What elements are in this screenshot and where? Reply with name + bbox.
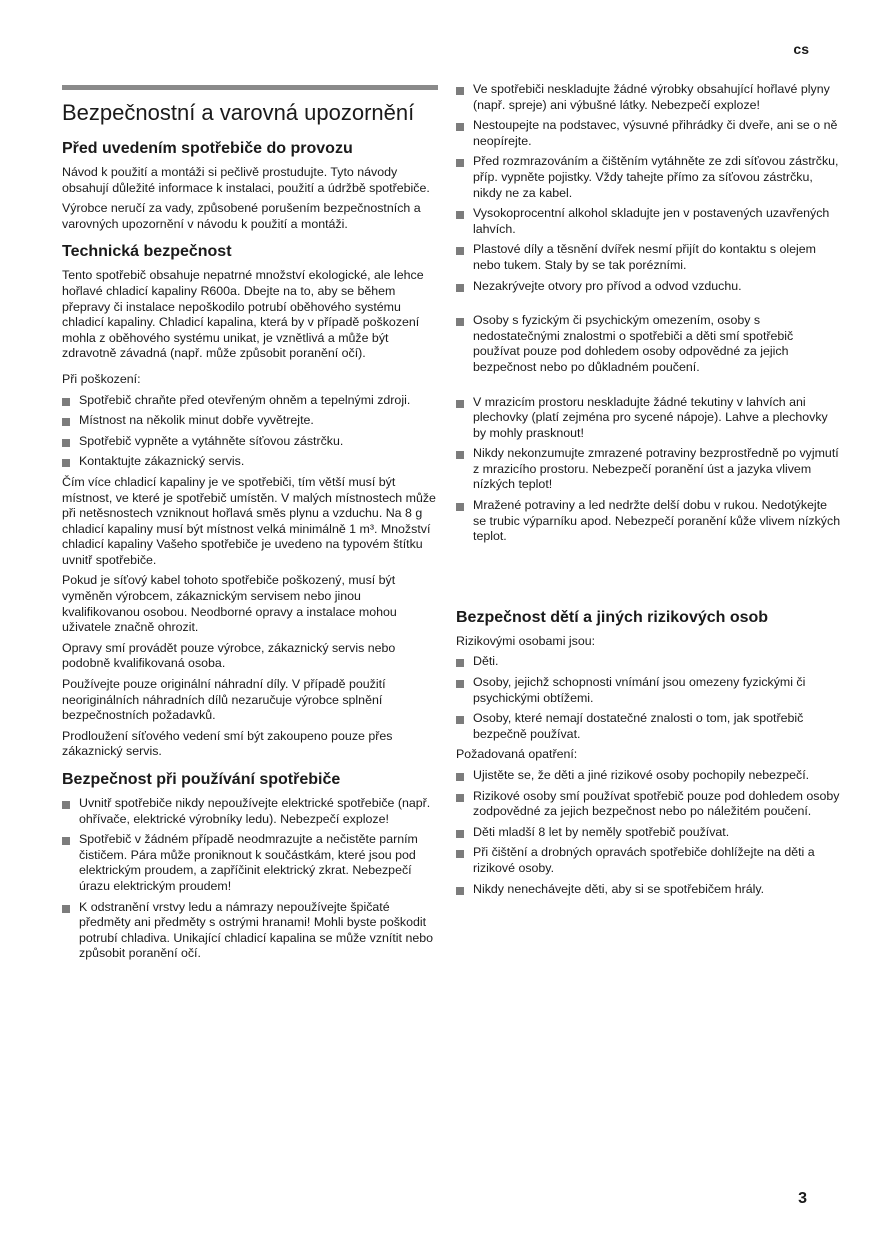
list-item: Děti mladší 8 let by neměly spotřebič používat. xyxy=(456,825,841,841)
list-item: Osoby s fyzickým či psychickým omezením, osoby s nedostatečnými znalostmi o spotřebiči a děti smí spotřebič používat pouze pod dohledem osoby odpovědné za jejich bezpečnost nebo po důkladném poučení. xyxy=(456,313,841,375)
list-item: Osoby, jejichž schopnosti vnímání jsou omezeny fyzickými či psychickými obtížemi. xyxy=(456,675,841,706)
page-title: Bezpečnostní a varovná upozornění xyxy=(62,100,415,125)
measures-list xyxy=(456,768,841,897)
paragraph: Čím více chladicí kapaliny je ve spotřebiči, tím větší musí být místnost, ve které je spotřebič umístěn. V malých místnostech může při netěsnostech vzniknout hořlavá směs plynu a vzduchu. Na 8 g chladicí kapaliny musí být místnost velká minimálně 1 m³. Množství chladicí kapaliny Vašeho spotřebiče je uvedeno na typovém štítku uvnitř spotřebiče. xyxy=(62,474,436,567)
usage-list xyxy=(62,796,438,962)
list-item: Plastové díly a těsnění dvířek nesmí přijít do kontaktu s olejem nebo tukem. Staly by se tak porézními. xyxy=(456,242,841,273)
risk-label: Rizikovými osobami jsou: xyxy=(456,633,596,648)
heading-technical-safety: Technická bezpečnost xyxy=(62,243,232,261)
list-item: Spotřebič vypněte a vytáhněte síťovou zástrčku. xyxy=(62,434,438,450)
spacer xyxy=(456,550,841,598)
list-item: Ujistěte se, že děti a jiné rizikové osoby pochopily nebezpečí. xyxy=(456,768,841,784)
list-item: Osoby, které nemají dostatečné znalosti o tom, jak spotřebič bezpečně používat. xyxy=(456,711,841,742)
list-item: Ve spotřebiči neskladujte žádné výrobky obsahující hořlavé plyny (např. spreje) ani výbušné látky. Nebezpečí exploze! xyxy=(456,82,841,113)
list-item: Spotřebič v žádném případě neodmrazujte a nečistěte parním čističem. Pára může proniknout k součástkám, které jsou pod elektrickým proudem, a zapříčinit elektrický zkrat. Nebezpečí úrazu elektrickým proudem! xyxy=(62,832,438,894)
list-item: Děti. xyxy=(456,654,841,670)
paragraph: Tento spotřebič obsahuje nepatrné množství ekologické, ale lehce hořlavé chladicí kapaliny R600a. Dbejte na to, aby se během přepravy či instalace nepoškodilo potrubí oběhového systému chladicí kapaliny. Chladicí kapalina, která by v případě poškození mohla z oběhového systému unikat, je vznětlivá a může být zdravotně závadná (např. může způsobit poranění očí). xyxy=(62,268,424,361)
list-item: Nikdy nenechávejte děti, aby si se spotřebičem hrály. xyxy=(456,882,841,898)
page-number: 3 xyxy=(798,1190,807,1207)
list-item: Kontaktujte zákaznický servis. xyxy=(62,454,438,470)
paragraph: Návod k použití a montáži si pečlivě prostudujte. Tyto návody obsahují důležité informace k instalaci, použití a údržbě spotřebiče. xyxy=(62,165,430,195)
list-item: Před rozmrazováním a čištěním vytáhněte ze zdi síťovou zástrčku, příp. vypněte pojistky. Vždy tahejte přímo za síťovou zástrčku, nikdy ne za kabel. xyxy=(456,154,841,201)
measures-label: Požadovaná opatření: xyxy=(456,747,578,762)
spacer xyxy=(456,299,841,313)
list-item: Vysokoprocentní alkohol skladujte jen v postavených uzavřených lahvích. xyxy=(456,206,841,237)
heading-usage-safety: Bezpečnost při používání spotřebiče xyxy=(62,771,341,788)
list-item: V mrazicím prostoru neskladujte žádné tekutiny v lahvích ani plechovky (platí zejména pro sycené nápoje). Lahve a plechovky by mohly prasknout! xyxy=(456,395,841,442)
damage-label: Při poškození: xyxy=(62,371,141,386)
heading-before-use: Před uvedením spotřebiče do provozu xyxy=(62,140,353,157)
language-code: cs xyxy=(793,41,809,57)
title-rule xyxy=(62,85,438,90)
spacer xyxy=(456,381,841,395)
left-column xyxy=(62,85,438,967)
list-item: Spotřebič chraňte před otevřeným ohněm a tepelnými zdroji. xyxy=(62,393,438,409)
paragraph: Používejte pouze originální náhradní díly. V případě použití neoriginálních náhradních dílů nezaručuje výrobce splnění bezpečnostních požadavků. xyxy=(62,677,386,723)
list-item: K odstranění vrstvy ledu a námrazy nepoužívejte špičaté předměty ani předměty s ostrými hranami! Mohli byste poškodit potrubí chladiva. Unikající chladicí kapalina se může vznítit nebo způsobit poranění očí. xyxy=(62,900,438,962)
list-item: Nestoupejte na podstavec, výsuvné přihrádky či dveře, ani se o ně neopírejte. xyxy=(456,118,841,149)
damage-list xyxy=(62,393,438,470)
list-item: Při čištění a drobných opravách spotřebiče dohlížejte na děti a rizikové osoby. xyxy=(456,845,841,876)
list-item: Uvnitř spotřebiče nikdy nepoužívejte elektrické spotřebiče (např. ohřívače, elektrické výrobníky ledu). Nebezpečí exploze! xyxy=(62,796,438,827)
warnings-list-c xyxy=(456,395,841,545)
paragraph: Výrobce neručí za vady, způsobené porušením bezpečnostních a varovných upozornění v návodu k použití a montáži. xyxy=(62,201,421,231)
list-item: Rizikové osoby smí používat spotřebič pouze pod dohledem osoby zodpovědné za jejich bezpečnost nebo po náležitém poučení. xyxy=(456,789,841,820)
paragraph: Opravy smí provádět pouze výrobce, zákaznický servis nebo podobně kvalifikovaná osoba. xyxy=(62,640,396,671)
list-item: Nikdy nekonzumujte zmrazené potraviny bezprostředně po vyjmutí z mrazicího prostoru. Nebezpečí poranění úst a jazyka vlivem nízkých teplot! xyxy=(456,446,841,493)
warnings-list-a xyxy=(456,82,841,294)
risk-list xyxy=(456,654,841,742)
list-item: Mražené potraviny a led nedržte delší dobu v rukou. Nedotýkejte se trubic výparníku apod. Nebezpečí poranění kůže vlivem nízkých teplot. xyxy=(456,498,841,545)
list-item: Nezakrývejte otvory pro přívod a odvod vzduchu. xyxy=(456,279,841,295)
paragraph: Pokud je síťový kabel tohoto spotřebiče poškozený, musí být vyměněn výrobcem, zákaznickým servisem nebo jinou kvalifikovanou osobou. Neodborné opravy a instalace mohou uživatele značně ohrozit. xyxy=(62,573,397,635)
list-item: Místnost na několik minut dobře vyvětrejte. xyxy=(62,413,438,429)
right-column xyxy=(456,82,841,902)
heading-child-safety: Bezpečnost dětí a jiných rizikových osob xyxy=(456,608,769,626)
paragraph: Prodloužení síťového vedení smí být zakoupeno pouze přes zákaznický servis. xyxy=(62,728,393,759)
warnings-list-b xyxy=(456,313,841,375)
